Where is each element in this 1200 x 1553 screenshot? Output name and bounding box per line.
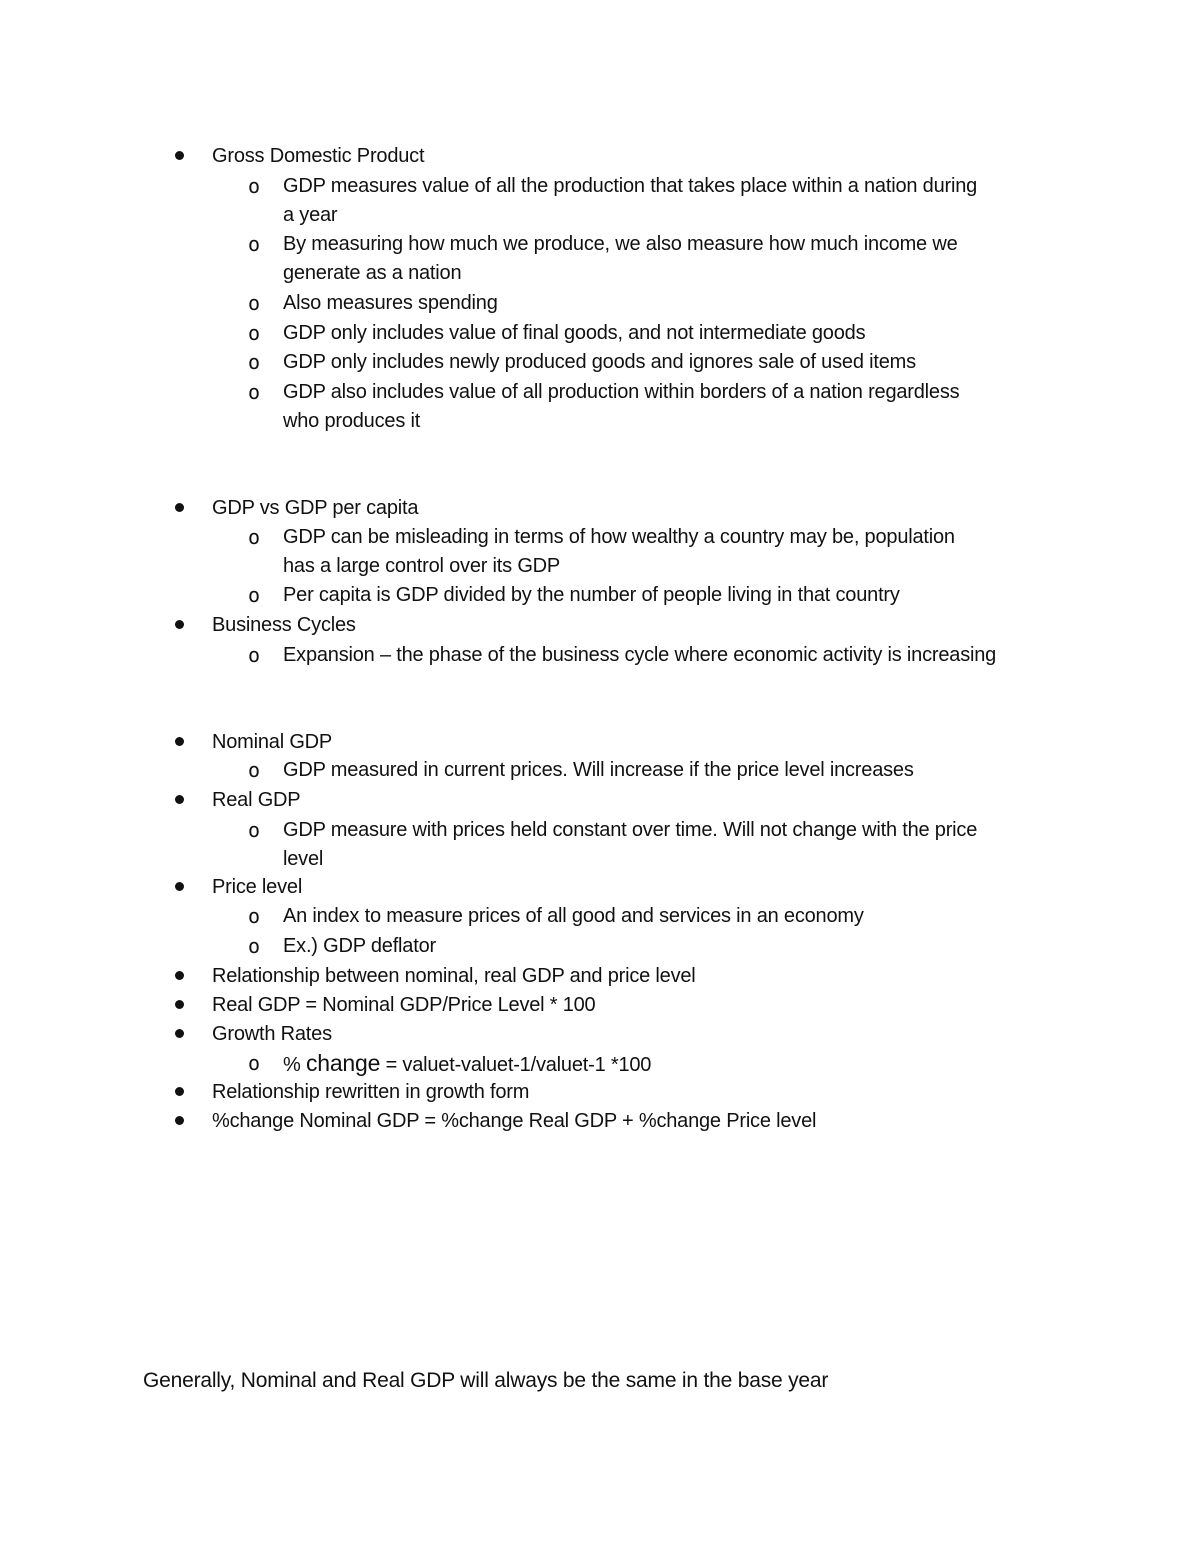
list-item: GDP also includes value of all production within borders of a nation regardless xyxy=(283,381,960,403)
list-item: GDP measured in current prices. Will increase if the price level increases xyxy=(283,759,914,781)
growth-formula-rest: = valuet-valuet-1/valuet-1 *100 xyxy=(380,1054,652,1076)
bullet-heading-gdp: Gross Domestic Product xyxy=(212,145,425,167)
closing-sentence: Generally, Nominal and Real GDP will always be the same in the base year xyxy=(143,1369,829,1392)
bullet-dot xyxy=(175,1029,184,1038)
sub-bullet-o: o xyxy=(248,174,261,198)
bullet-dot xyxy=(175,1000,184,1009)
sub-bullet-o: o xyxy=(248,232,261,256)
list-item: An index to measure prices of all good and services in an economy xyxy=(283,905,864,927)
list-item: GDP measure with prices held constant over time. Will not change with the price xyxy=(283,819,978,841)
bullet-dot xyxy=(175,1087,184,1096)
growth-formula-prefix: % xyxy=(283,1054,306,1076)
list-item: Per capita is GDP divided by the number of people living in that country xyxy=(283,584,900,606)
bullet-heading-business-cycles: Business Cycles xyxy=(212,614,356,636)
sub-bullet-o: o xyxy=(248,525,261,549)
list-item: Also measures spending xyxy=(283,292,498,314)
list-item: Expansion – the phase of the business cycle where economic activity is increasing xyxy=(283,644,997,666)
bullet-heading-pct-change: %change Nominal GDP = %change Real GDP + %change Price level xyxy=(212,1110,817,1132)
sub-bullet-o: o xyxy=(248,583,261,607)
list-item-cont: a year xyxy=(283,204,338,226)
list-item: GDP only includes value of final goods, and not intermediate goods xyxy=(283,322,866,344)
bullet-heading-price-level: Price level xyxy=(212,876,303,898)
list-item-cont: generate as a nation xyxy=(283,262,462,284)
list-item-cont: has a large control over its GDP xyxy=(283,555,561,577)
growth-formula xyxy=(283,1049,651,1080)
bullet-heading-formula: Real GDP = Nominal GDP/Price Level * 100 xyxy=(212,994,596,1016)
list-item-cont: level xyxy=(283,848,324,870)
bullet-heading-growth: Growth Rates xyxy=(212,1023,332,1045)
sub-bullet-o: o xyxy=(248,291,261,315)
list-item-cont: who produces it xyxy=(283,410,421,432)
bullet-dot xyxy=(175,151,184,160)
bullet-dot xyxy=(175,737,184,746)
sub-bullet-o: o xyxy=(248,321,261,345)
sub-bullet-o: o xyxy=(248,643,261,667)
sub-bullet-o: o xyxy=(248,758,261,782)
list-item: GDP only includes newly produced goods and ignores sale of used items xyxy=(283,351,916,373)
list-item: GDP can be misleading in terms of how wealthy a country may be, population xyxy=(283,526,955,548)
bullet-dot xyxy=(175,882,184,891)
bullet-dot xyxy=(175,795,184,804)
bullet-dot xyxy=(175,503,184,512)
bullet-heading-real: Real GDP xyxy=(212,789,301,811)
list-item: By measuring how much we produce, we also measure how much income we xyxy=(283,233,958,255)
sub-bullet-o: o xyxy=(248,904,261,928)
sub-bullet-o: o xyxy=(248,1051,261,1075)
bullet-dot xyxy=(175,971,184,980)
bullet-dot xyxy=(175,1116,184,1125)
bullet-heading-relationship: Relationship between nominal, real GDP and price level xyxy=(212,965,696,987)
growth-formula-word: change xyxy=(305,1050,381,1076)
sub-bullet-o: o xyxy=(248,380,261,404)
list-item: Ex.) GDP deflator xyxy=(283,935,436,957)
list-item: GDP measures value of all the production that takes place within a nation during xyxy=(283,175,978,197)
bullet-heading-nominal: Nominal GDP xyxy=(212,731,333,753)
bullet-dot xyxy=(175,620,184,629)
sub-bullet-o: o xyxy=(248,934,261,958)
sub-bullet-o: o xyxy=(248,350,261,374)
bullet-heading-rewritten: Relationship rewritten in growth form xyxy=(212,1081,530,1103)
sub-bullet-o: o xyxy=(248,818,261,842)
bullet-heading-per-capita: GDP vs GDP per capita xyxy=(212,497,419,519)
